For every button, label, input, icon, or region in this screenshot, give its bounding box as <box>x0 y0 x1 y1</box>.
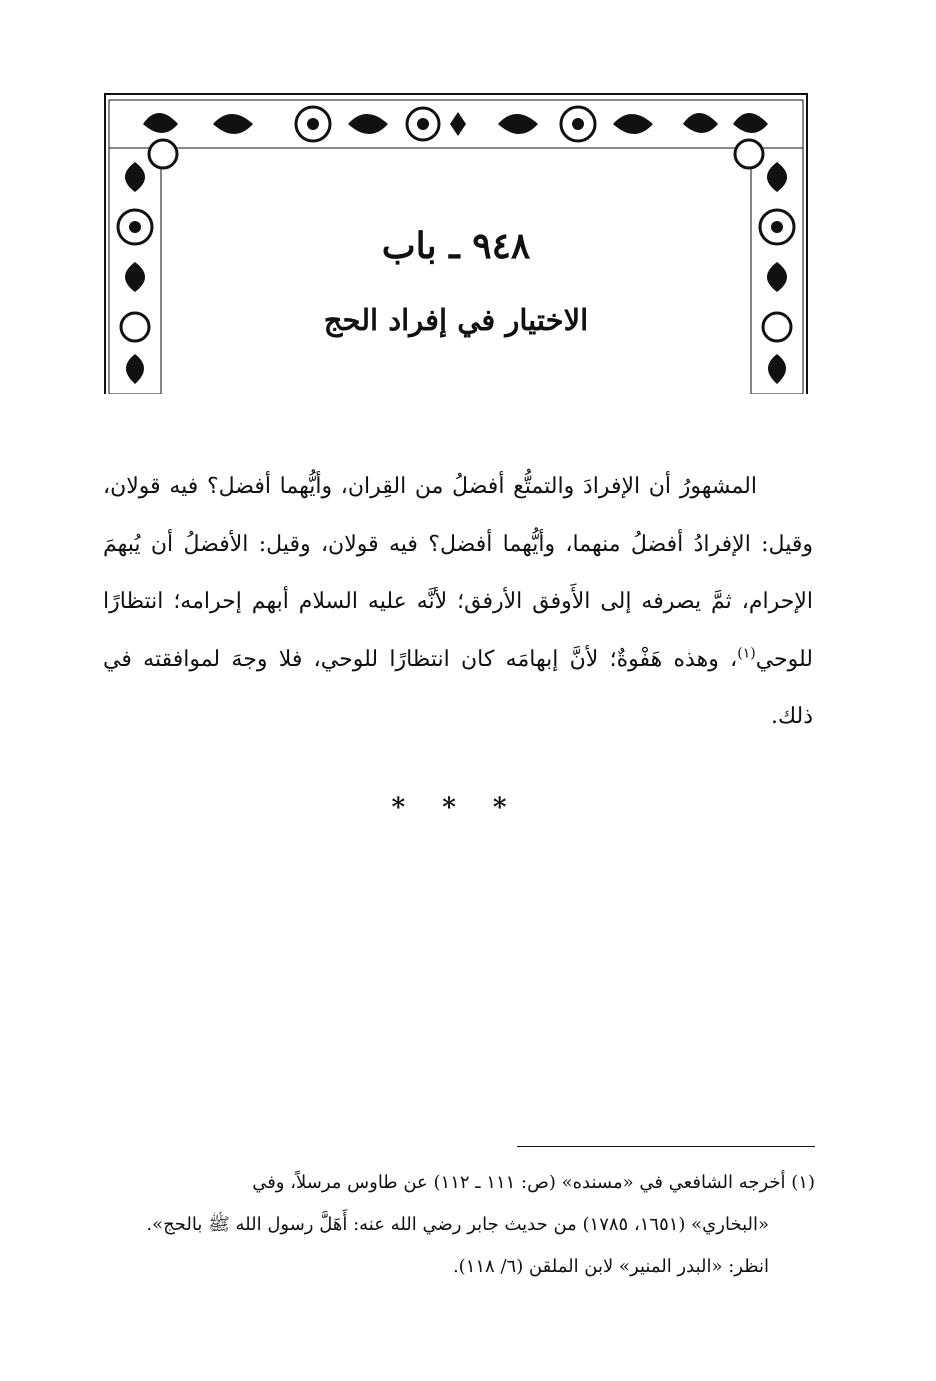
chapter-title: الاختيار في إفراد الحج <box>323 303 589 337</box>
body-paragraph <box>103 458 813 746</box>
footnote-reference[interactable]: (١) <box>737 645 756 662</box>
body-text-part1: المشهورُ أن الإفرادَ والتمتُّع أفضلُ من القِران، وأيُّهما أفضل؟ فيه قولان، وقيل: الإفرادُ أفضلُ منهما، وأيُّهما أفضل؟ فيه قولان، وقيل: الأفضلُ أن يُبهمَ الإحرام، ثمَّ يصرفه إلى الأَوفق الأرفق؛ لأنَّه عليه السلام أبهم إحرامه؛ انتظارًا للوحي <box>103 474 813 672</box>
footnote-line-3: انظر: «البدر المنير» لابن الملقن (٦/ ١١٨). <box>452 1256 769 1277</box>
footnote-divider <box>517 1146 815 1147</box>
body-text-part2: ، وهذه هَفْوةٌ؛ لأنَّ إبهامَه كان انتظارًا للوحي، فلا وجهَ لموافقته في ذلك. <box>103 646 813 729</box>
section-separator: * * * <box>391 793 521 823</box>
footnote-line-1: (١) أخرجه الشافعي في «مسنده» (ص: ١١١ ـ ١١٢) عن طاوس مرسلاً، وفي <box>252 1172 815 1193</box>
footnote-block <box>103 1162 815 1288</box>
footnote-line-2: «البخاري» (١٦٥١، ١٧٨٥) من حديث جابر رضي الله عنه: أَهَلَّ رسول الله ﷺ بالحج». <box>146 1214 769 1235</box>
chapter-number: ٩٤٨ ـ باب <box>381 225 531 267</box>
